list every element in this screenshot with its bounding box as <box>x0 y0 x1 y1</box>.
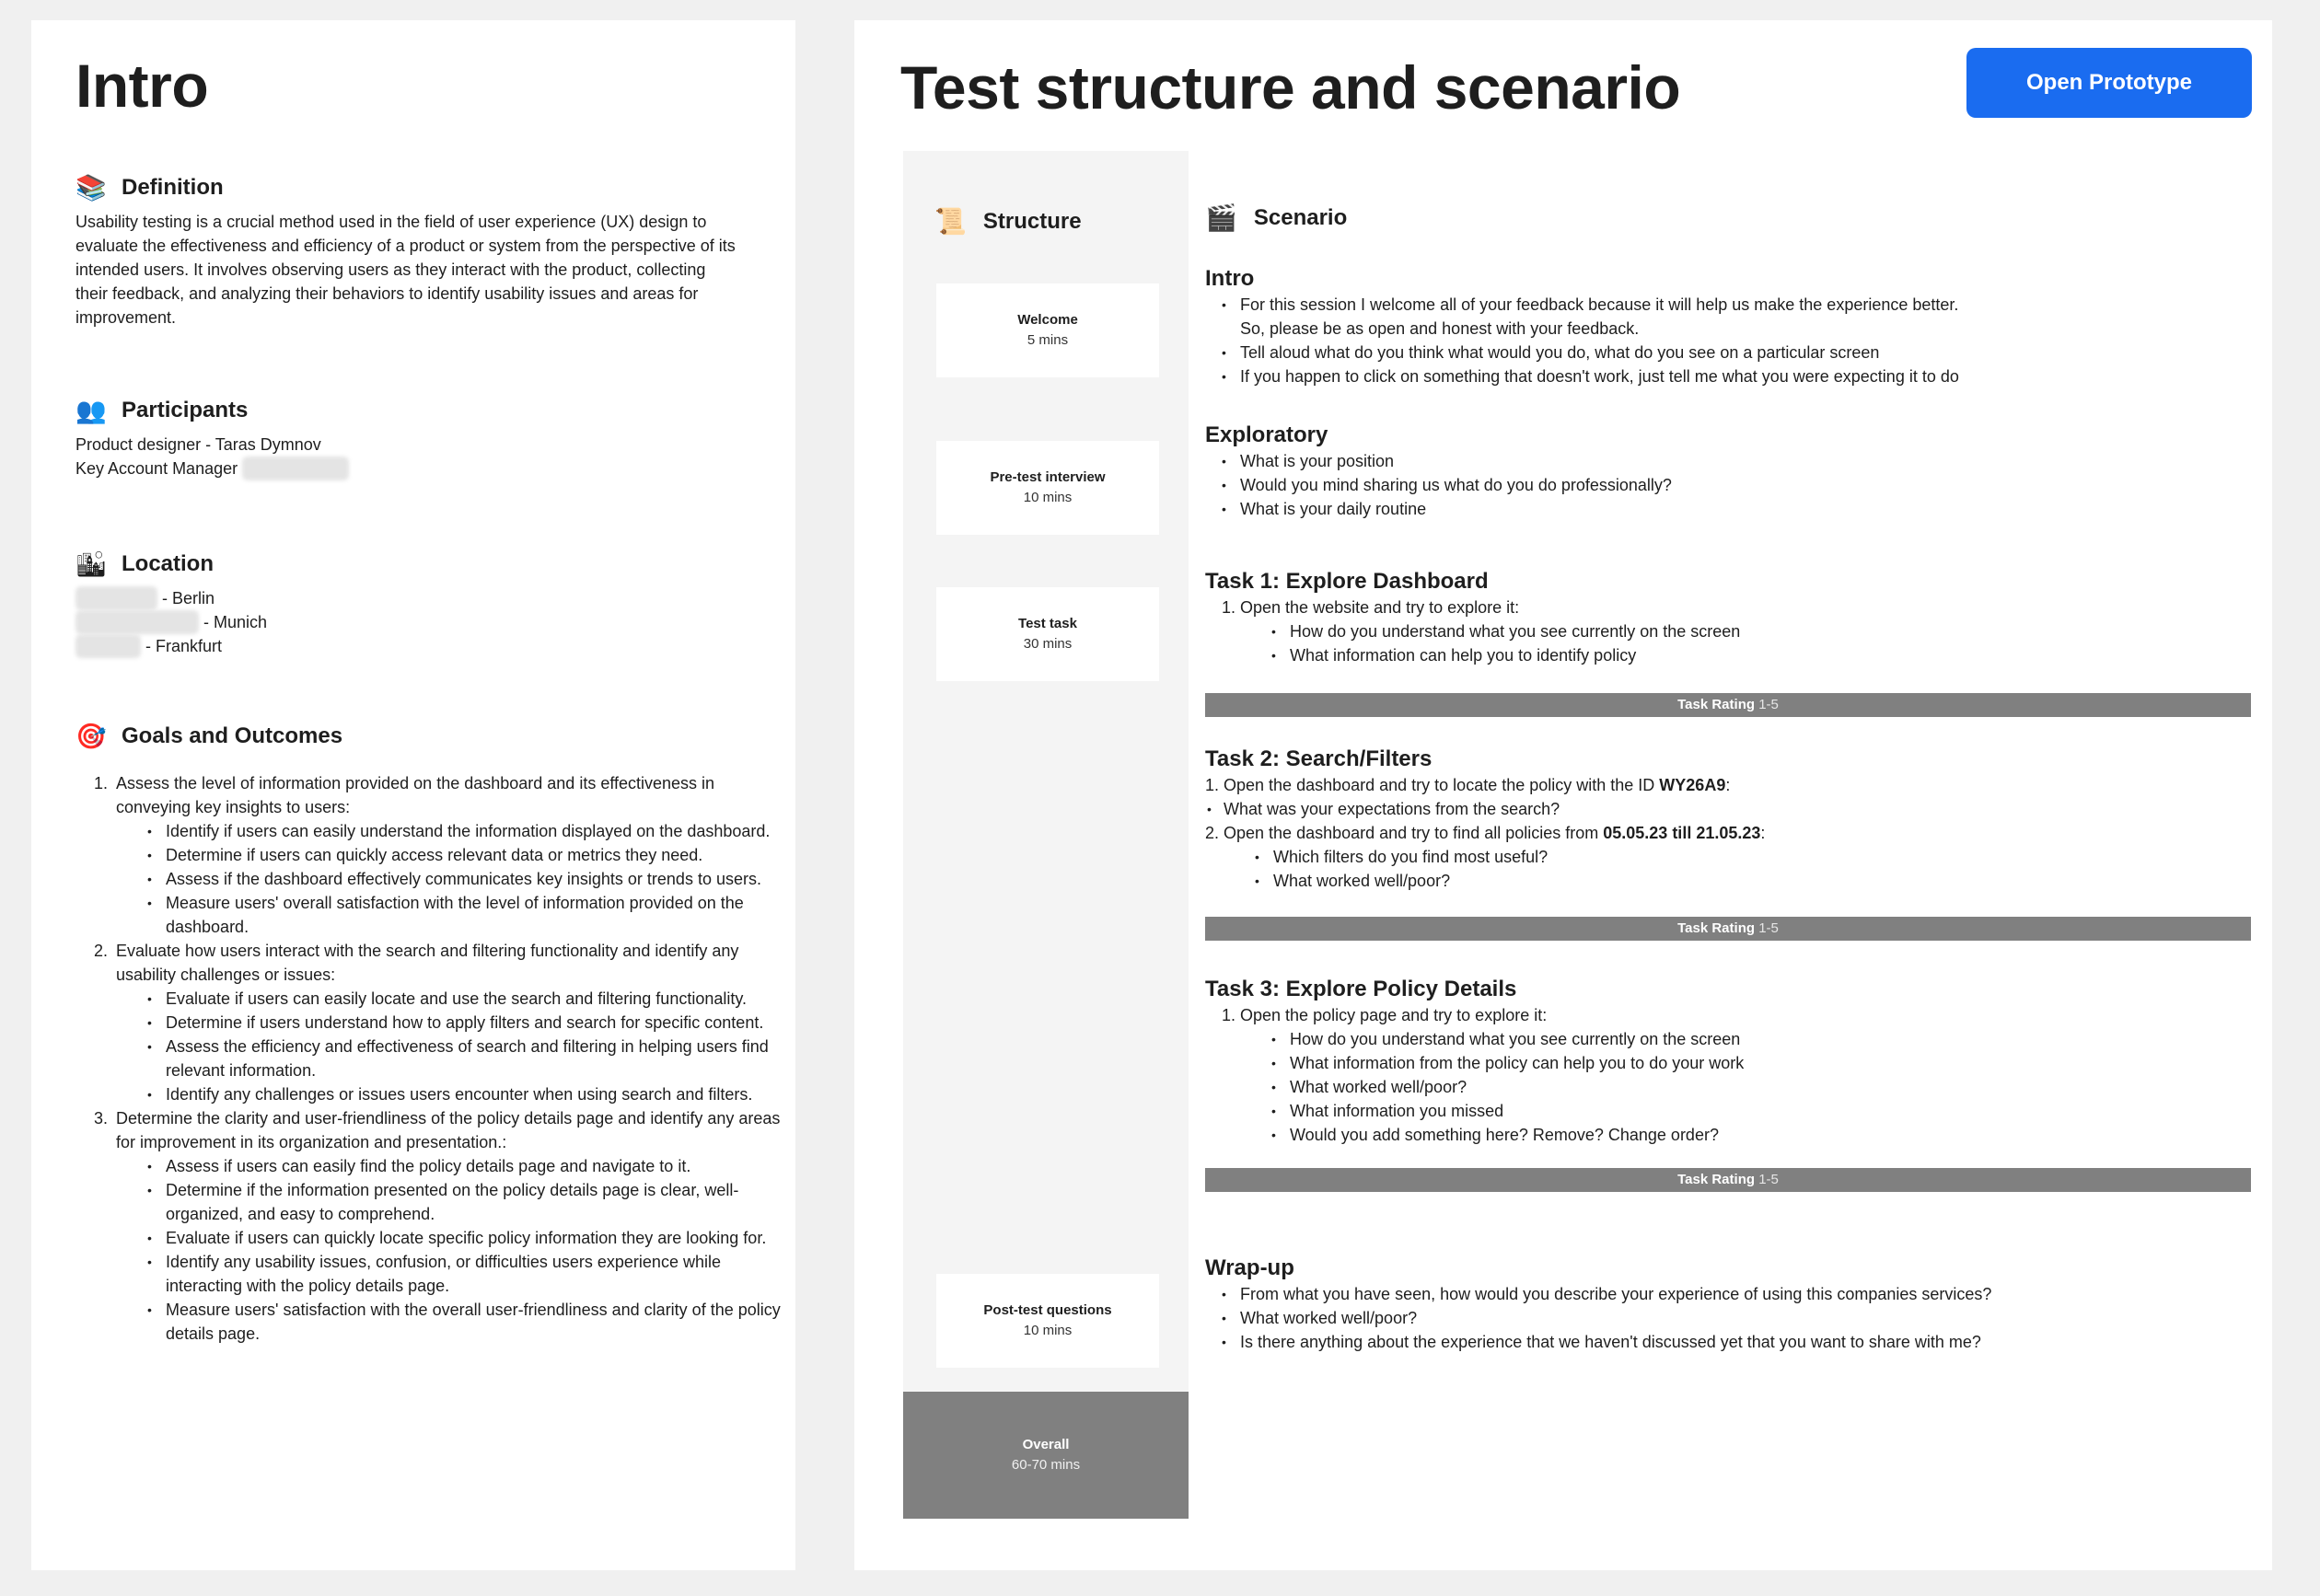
task2-title: Task 2: Search/Filters <box>1205 746 1433 771</box>
list-item: • How do you understand what you see currently on the screen <box>1205 619 2251 643</box>
location-list <box>75 586 784 658</box>
structure-card-welcome: Welcome 5 mins <box>936 283 1159 377</box>
goal-subitem: • Evaluate if users can quickly locate specific policy information they are looking for. <box>147 1226 784 1250</box>
goal-subitem: • Determine if users can quickly access relevant data or metrics they need. <box>147 843 784 867</box>
list-item: • What worked well/poor? <box>1205 1306 2251 1330</box>
structure-column <box>903 151 1189 1519</box>
scenario-task1 <box>1205 568 2251 667</box>
list-item: So, please be as open and honest with your feedback. <box>1240 319 1640 338</box>
scenario-task2 <box>1205 746 2251 893</box>
goal-subitem: • Identify any challenges or issues users encounter when using search and filters. <box>147 1082 784 1106</box>
redacted-company <box>75 586 157 610</box>
location-heading: Location <box>122 551 214 576</box>
redacted-name <box>242 457 349 480</box>
goal-item: 2. Evaluate how users interact with the search and filtering functionality and identify any usability challenges or issues: • Evaluate if users can easily locate and use the search and filtering functionality. • Determine if users understand how to apply filters and search for specific content. • Assess the efficiency and effectiveness of search and filtering in helping users find relevant information. • Identify any challenges or issues users encounter when using search and filters. <box>112 939 784 1106</box>
participants-heading: Participants <box>122 398 249 422</box>
goal-subitem: • Identify any usability issues, confusion, or difficulties users experience while interacting with the policy details page. <box>147 1250 784 1298</box>
goal-subitem: • Assess the efficiency and effectiveness of search and filtering in helping users find relevant information. <box>147 1035 784 1082</box>
participant-line: Product designer - Taras Dymnov <box>75 435 321 454</box>
list-item: • Is there anything about the experience that we haven't discussed yet that you want to share with me? <box>1205 1330 2251 1354</box>
task1-step: 1. Open the website and try to explore it: <box>1222 598 1520 617</box>
location-line: - Berlin <box>75 586 784 610</box>
goal-subitem: • Measure users' satisfaction with the overall user-friendliness and clarity of the policy details page. <box>147 1298 784 1346</box>
list-item: • What worked well/poor? <box>1205 1075 2251 1099</box>
list-item: • From what you have seen, how would you describe your experience of using this companies services? <box>1205 1282 2251 1306</box>
scenario-intro-title: Intro <box>1205 266 1255 291</box>
list-item: • Tell aloud what do you think what would you do, what do you see on a particular screen <box>1205 341 2251 364</box>
list-item: • What worked well/poor? <box>1205 869 2251 893</box>
structure-header <box>934 206 1082 237</box>
structure-card-test-task: Test task 30 mins <box>936 587 1159 681</box>
target-icon: 🎯 <box>75 722 107 751</box>
goal-subitem: • Determine if users understand how to apply filters and search for specific content. <box>147 1011 784 1035</box>
goal-subitem: • Assess if users can easily find the policy details page and navigate to it. <box>147 1154 784 1178</box>
goal-subitem: • Determine if the information presented on the policy details page is clear, well-organized, and easy to comprehend. <box>147 1178 784 1226</box>
list-item: • What is your daily routine <box>1205 497 2251 521</box>
list-item: • How do you understand what you see currently on the screen <box>1205 1027 2251 1051</box>
participants-section <box>75 396 784 480</box>
structure-heading: Structure <box>982 208 1082 234</box>
scenario-exploratory <box>1205 422 2251 521</box>
task3-rating-bar: Task Rating 1-5 <box>1205 1168 2251 1192</box>
goal-subitem: • Assess if the dashboard effectively communicates key insights or trends to users. <box>147 867 784 891</box>
goal-item: 1. Assess the level of information provided on the dashboard and its effectiveness in conveying key insights to users: • Identify if users can easily understand the information displayed on the dashboard. • Determine if users can quickly access relevant data or metrics they need. • Assess if the dashboard effectively communicates key insights or trends to users. • Measure users' overall satisfaction with the level of information provided on the dashboard. <box>112 771 784 939</box>
list-item: • For this session I welcome all of your feedback because it will help us make the experience better. <box>1205 293 2251 317</box>
task2-step1: 1. Open the dashboard and try to locate the policy with the ID WY26A9: <box>1205 776 1731 794</box>
list-item: • Would you mind sharing us what do you do professionally? <box>1205 473 2251 497</box>
wrapup-title: Wrap-up <box>1205 1255 1294 1280</box>
list-item: • Would you add something here? Remove? Change order? <box>1205 1123 2251 1147</box>
clapperboard-icon: 🎬 <box>1205 202 1237 233</box>
city-icon: 🏙 <box>75 549 108 579</box>
scenario-heading: Scenario <box>1253 204 1348 230</box>
definition-section <box>75 173 784 330</box>
location-line: - Frankfurt <box>75 634 784 658</box>
people-icon: 👥 <box>75 396 107 425</box>
task3-step: 1. Open the policy page and try to explore it: <box>1222 1006 1548 1024</box>
task2-rating-bar: Task Rating 1-5 <box>1205 917 2251 941</box>
task3-title: Task 3: Explore Policy Details <box>1205 977 1517 1001</box>
redacted-company <box>75 634 141 658</box>
location-line: - Munich <box>75 610 784 634</box>
list-item: • What information from the policy can help you to do your work <box>1205 1051 2251 1075</box>
intro-title: Intro <box>75 52 209 120</box>
exploratory-title: Exploratory <box>1205 422 1328 447</box>
definition-heading: Definition <box>122 175 224 200</box>
list-item: • Which filters do you find most useful? <box>1205 845 2251 869</box>
scenario-header <box>1205 202 2251 233</box>
list-item: • What information you missed <box>1205 1099 2251 1123</box>
list-item: • What was your expectations from the search? <box>1205 797 2251 821</box>
scenario-task3 <box>1205 976 2251 1147</box>
goals-heading: Goals and Outcomes <box>122 723 343 748</box>
location-section <box>75 549 784 658</box>
books-icon: 📚 <box>75 173 107 202</box>
goal-subitem: • Measure users' overall satisfaction with the level of information provided on the dashboard. <box>147 891 784 939</box>
scroll-icon: 📜 <box>934 206 967 237</box>
goal-item: 3. Determine the clarity and user-friendliness of the policy details page and identify any areas for improvement in its organization and presentation.: • Assess if users can easily find the policy details page and navigate to it. • Determine if the information presented on the policy details page is clear, well-organized, and easy to comprehend. • Evaluate if users can quickly locate specific policy information they are looking for. • Identify any usability issues, confusion, or difficulties users experience while interacting with the policy details page. • Measure users' satisfaction with the overall user-friendliness and clarity of the policy details page. <box>112 1106 784 1346</box>
test-panel <box>854 20 2272 1570</box>
goal-subitem: • Identify if users can easily understand the information displayed on the dashboard. <box>147 819 784 843</box>
goals-list <box>112 771 784 1346</box>
definition-header <box>75 173 784 202</box>
task1-rating-bar: Task Rating 1-5 <box>1205 693 2251 717</box>
participants-list <box>75 433 784 480</box>
participant-line: Key Account Manager <box>75 457 784 480</box>
participants-header <box>75 396 784 425</box>
list-item: • What information can help you to identify policy <box>1205 643 2251 667</box>
structure-card-overall: Overall 60-70 mins <box>903 1392 1189 1519</box>
scenario-wrapup <box>1205 1255 2251 1354</box>
test-title: Test structure and scenario <box>900 53 1681 121</box>
goals-section <box>75 722 784 1346</box>
goals-header <box>75 722 784 751</box>
definition-text: Usability testing is a crucial method used in the field of user experience (UX) design to evaluate the effectiveness and efficiency of a product or system from the perspective of its intended users. It involves observing users as they interact with the product, collecting their feedback, and analyzing their behaviors to identify usability issues and areas for improvement. <box>75 213 736 327</box>
scenario-intro <box>1205 265 2251 388</box>
list-item: • What is your position <box>1205 449 2251 473</box>
location-header <box>75 549 784 579</box>
intro-panel <box>31 20 795 1570</box>
task1-title: Task 1: Explore Dashboard <box>1205 569 1489 594</box>
redacted-company <box>75 610 199 634</box>
list-item: • If you happen to click on something that doesn't work, just tell me what you were expecting it to do <box>1205 364 2251 388</box>
structure-card-pre-test: Pre-test interview 10 mins <box>936 441 1159 535</box>
open-prototype-button[interactable]: Open Prototype <box>1966 48 2252 118</box>
structure-card-post-test: Post-test questions 10 mins <box>936 1274 1159 1368</box>
task2-step2: 2. Open the dashboard and try to find all policies from 05.05.23 till 21.05.23: <box>1205 824 1766 842</box>
goal-subitem: • Evaluate if users can easily locate and use the search and filtering functionality. <box>147 987 784 1011</box>
